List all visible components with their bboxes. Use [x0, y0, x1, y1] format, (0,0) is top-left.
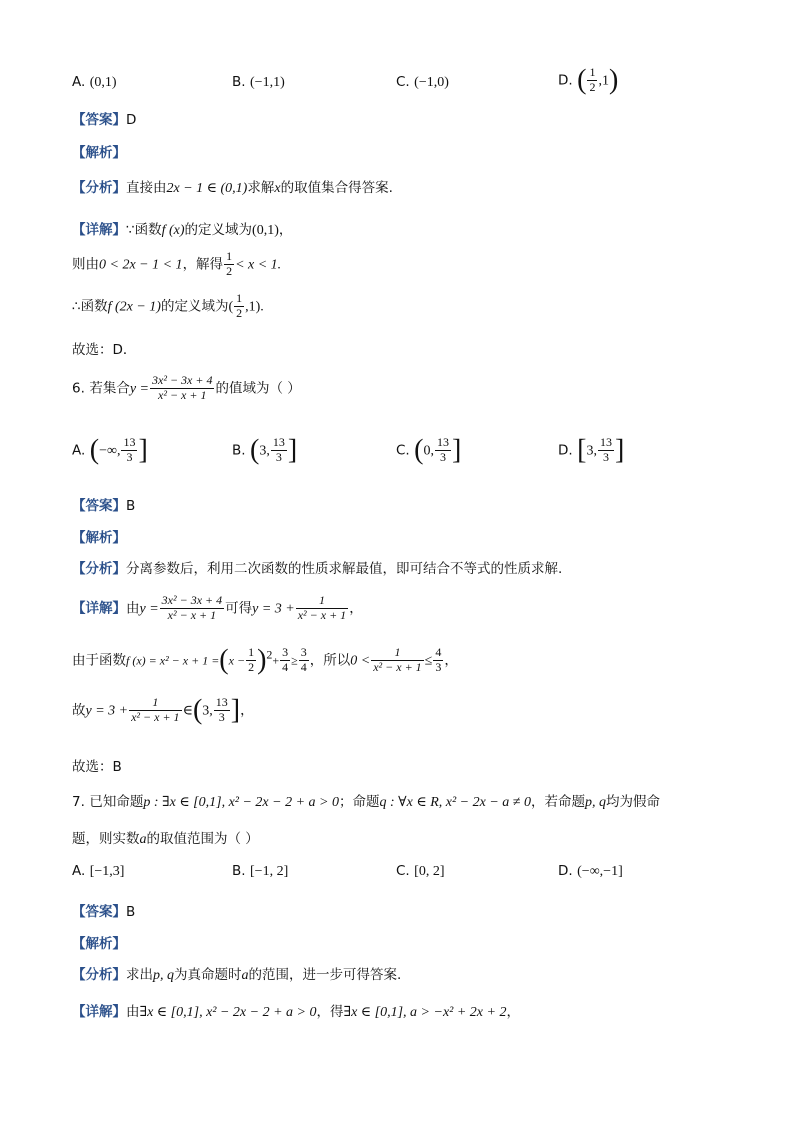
- q6-analysis-heading: 【解析】: [72, 530, 126, 546]
- q7-stem-line2: 题，则实数a的取值范围为（ ）: [72, 831, 259, 847]
- q7-answer: 【答案】B: [72, 904, 136, 920]
- q6-answer: 【答案】B: [72, 498, 136, 514]
- q7-option-a[interactable]: A. [−1,3]: [72, 863, 125, 879]
- q7-option-c[interactable]: C. [0, 2]: [396, 863, 445, 879]
- q7-options: [72, 863, 672, 889]
- q6-line3: 故y = 3 + $\frac{1}{\text{x² − x + 1}}$ ∈(3, $\frac{13}{3}$ ]，: [72, 694, 254, 726]
- q6-options: [72, 436, 672, 476]
- q5-step2: ∴函数f (2x − 1)的定义域为( $\frac{1}{2}$ ,1).: [72, 291, 264, 320]
- q5-option-c[interactable]: C. (−1,0): [396, 74, 449, 90]
- q5-answer: 【答案】D: [72, 112, 137, 128]
- q5-option-a[interactable]: A. (0,1): [72, 74, 117, 90]
- q7-option-d[interactable]: D. (−∞,−1]: [558, 863, 623, 879]
- q5-detail: 【详解】∵函数f (x)的定义域为(0,1)，: [72, 222, 293, 238]
- q6-detail: 【详解】由y = $\frac{\text{3x² − 3x + 4}}{\text{x² − x + 1}}$ 可得y = 3 + $\frac{1}{\text{x² − x + 1}}$ ，: [72, 593, 363, 622]
- q6-option-b[interactable]: B. (3, $\frac{13}{3}$ ]: [232, 434, 298, 466]
- q7-stem-line1: 7. 已知命题p : ∃x ∈ [0,1], x² − 2x − 2 + a > 0；命题q : ∀x ∈ R, x² − 2x − a ≠ 0，若命题p, q均为假命: [72, 794, 660, 810]
- q5-fenxi: 【分析】直接由2x − 1 ∈ (0,1)求解x的取值集合得答案.: [72, 180, 393, 196]
- q6-fenxi: 【分析】分离参数后，利用二次函数的性质求解最值，即可结合不等式的性质求解.: [72, 561, 563, 577]
- q6-option-a[interactable]: A. (−∞, $\frac{13}{3}$ ]: [72, 434, 148, 466]
- q6-option-d[interactable]: D. [3, $\frac{13}{3}$ ]: [558, 434, 625, 466]
- q5-option-d[interactable]: D. ( $\frac{1}{2}$ ,1): [558, 64, 619, 96]
- q7-fenxi: 【分析】求出p, q为真命题时a的范围，进一步可得答案.: [72, 967, 402, 983]
- q7-detail: 【详解】由∃x ∈ [0,1], x² − 2x − 2 + a > 0，得∃x ∈ [0,1], a > −x² + 2x + 2，: [72, 1004, 520, 1020]
- q7-option-b[interactable]: B. [−1, 2]: [232, 863, 289, 879]
- q5-choose: 故选：D．: [72, 342, 137, 358]
- q6-stem: 6. 若集合y = $\frac{\text{3x² − 3x + 4}}{\text{x² − x + 1}}$ 的值域为（ ）: [72, 373, 301, 402]
- q6-option-c[interactable]: C. (0, $\frac{13}{3}$ ]: [396, 434, 462, 466]
- q5-analysis-heading: 【解析】: [72, 145, 126, 161]
- q5-step1: 则由0 < 2x − 1 < 1，解得 $\frac{1}{2}$ < x < 1.: [72, 249, 282, 278]
- q6-line2: 由于函数f (x) = x² − x + 1 =(x − $\frac{1}{2}$ )$^2$+ $\frac{3}{4}$ ≥ $\frac{3}{4}$ ，所以0 < $\frac{1}{\text{x² − x + 1}}$ ≤ $\frac{4}{3}$ ，: [72, 644, 458, 676]
- q5-option-b[interactable]: B. (−1,1): [232, 74, 285, 90]
- q7-analysis-heading: 【解析】: [72, 936, 126, 952]
- q5-options: [72, 64, 672, 100]
- q6-choose: 故选：B: [72, 759, 122, 775]
